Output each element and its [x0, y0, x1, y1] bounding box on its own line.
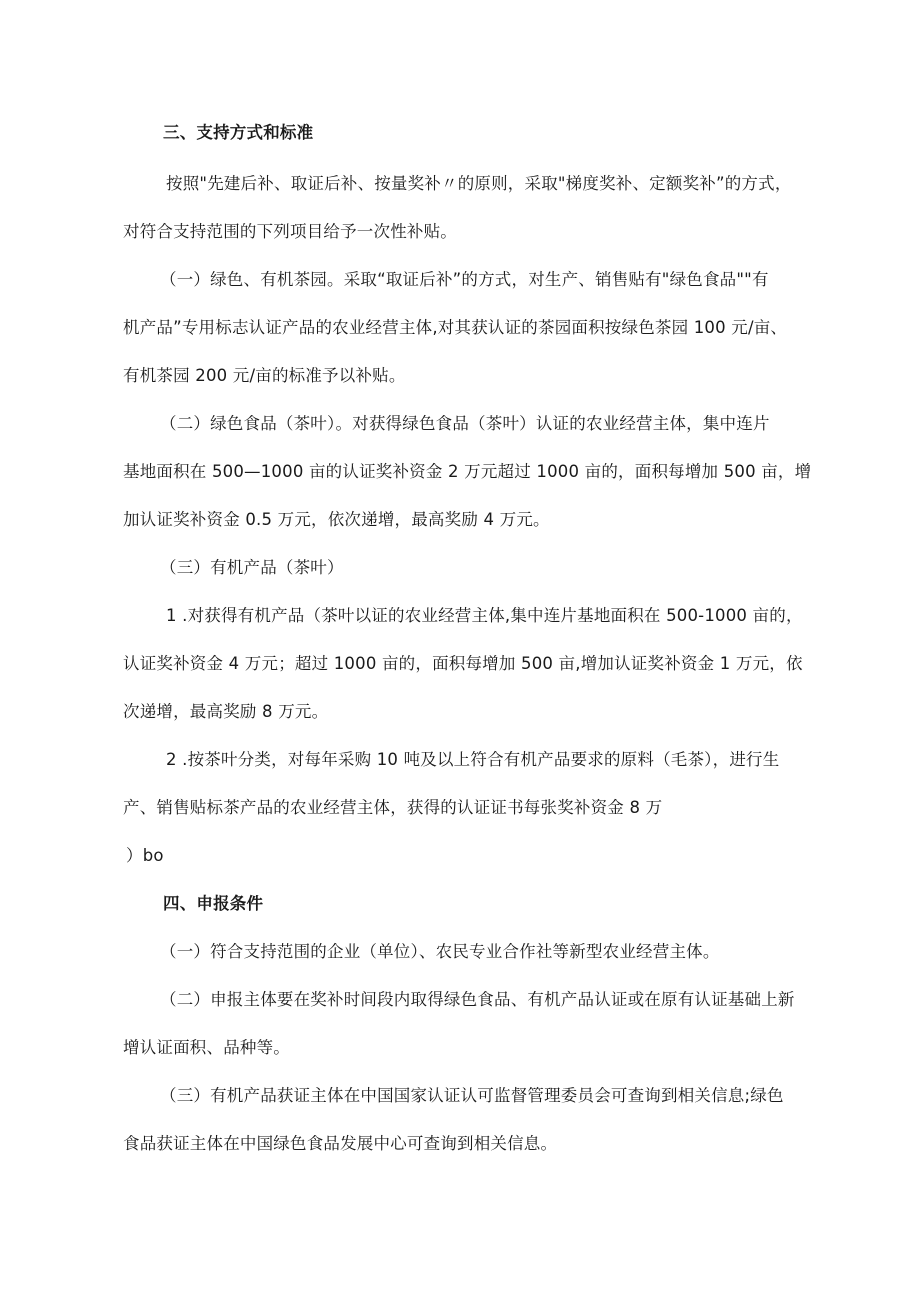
item-1-line-2: 机产品”专用标志认证产品的农业经营主体,对其获认证的茶园面积按绿色茶园 100 元/亩、: [123, 318, 788, 337]
intro-line-2: 对符合支持范围的下列项目给予一次性补贴。: [123, 222, 457, 241]
item-3-title: （三）有机产品（茶叶）: [160, 558, 344, 577]
cond-2-line-2: 增认证面积、品种等。: [123, 1038, 290, 1057]
item-2-line-1: （二）绿色食品（茶叶）。对获得绿色食品（茶叶）认证的农业经营主体，集中连片: [160, 414, 770, 433]
sub-1-line-1: 1 .对获得有机产品（茶叶以证的农业经营主体,集中连片基地面积在 500-1000 亩的，: [166, 606, 803, 625]
sub-2-line-2: 产、销售贴标茶产品的农业经营主体，获得的认证证书每张奖补资金 8 万: [123, 798, 663, 817]
item-1-line-1: （一）绿色、有机茶园。采取“取证后补”的方式，对生产、销售贴有"绿色食品""有: [160, 270, 769, 289]
item-2-line-3: 加认证奖补资金 0.5 万元，依次递增，最高奖励 4 万元。: [123, 510, 550, 529]
section-4-heading: 四、申报条件: [163, 894, 264, 913]
sub-2-line-3: ）bo: [126, 846, 164, 865]
cond-2-line-1: （二）申报主体要在奖补时间段内取得绿色食品、有机产品认证或在原有认证基础上新: [160, 990, 795, 1009]
sub-1-line-3: 次递增，最高奖励 8 万元。: [123, 702, 329, 721]
section-3-heading: 三、支持方式和标准: [163, 123, 314, 142]
cond-3-line-1: （三）有机产品获证主体在中国国家认证认可监督管理委员会可查询到相关信息;绿色: [160, 1086, 784, 1105]
sub-1-line-2: 认证奖补资金 4 万元；超过 1000 亩的，面积每增加 500 亩,增加认证奖补资金 1 万元，依: [123, 654, 803, 673]
cond-1-line-1: （一）符合支持范围的企业（单位）、农民专业合作社等新型农业经营主体。: [160, 942, 720, 961]
intro-line-1: 按照"先建后补、取证后补、按量奖补〃的原则，采取"梯度奖补、定额奖补”的方式，: [166, 174, 792, 193]
cond-3-line-2: 食品获证主体在中国绿色食品发展中心可查询到相关信息。: [123, 1134, 558, 1153]
sub-2-line-1: 2 .按茶叶分类，对每年采购 10 吨及以上符合有机产品要求的原料（毛茶），进行生: [166, 750, 780, 769]
item-2-line-2: 基地面积在 500—1000 亩的认证奖补资金 2 万元超过 1000 亩的，面积每增加 500 亩，增: [123, 462, 812, 481]
item-1-line-3: 有机茶园 200 元/亩的标准予以补贴。: [123, 366, 406, 385]
